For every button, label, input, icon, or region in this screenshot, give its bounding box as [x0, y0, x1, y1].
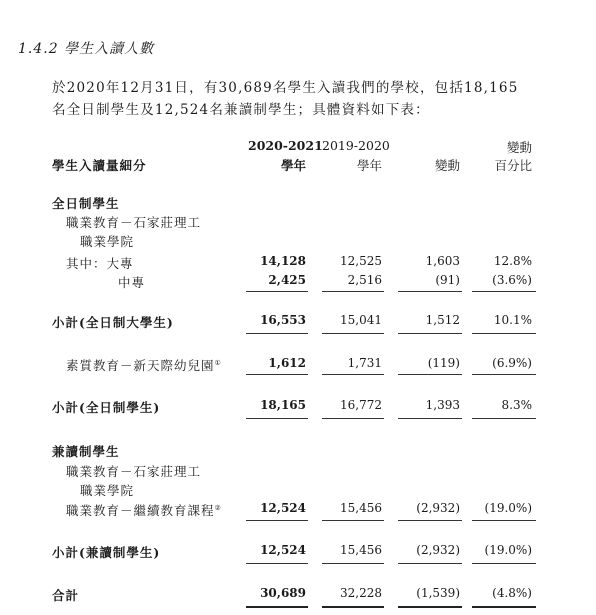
total-v2: 32,228: [340, 586, 382, 600]
ft-school-line2: 職業學院: [80, 234, 135, 249]
total-v3: (1,539): [416, 586, 460, 600]
rule: [398, 418, 462, 419]
rule: [398, 374, 462, 375]
row-dazhuan-v3: 1,603: [425, 254, 460, 268]
rule: [398, 291, 462, 292]
rule: [322, 563, 384, 564]
row-zhongzhuan-v1: 2,425: [268, 273, 306, 287]
header-2021-year: 學年: [280, 158, 306, 173]
rule: [246, 520, 308, 521]
header-2020: 2019-2020: [322, 138, 390, 153]
rule: [322, 333, 384, 334]
header-2020-year: 學年: [356, 158, 382, 173]
row-kindergarten-v4: (6.9%): [492, 356, 532, 370]
subtotal-ft-college-v1: 16,553: [260, 313, 306, 327]
subtotal-pt-v4: (19.0%): [484, 543, 532, 557]
rule: [472, 374, 536, 375]
row-dazhuan-v4: 12.8%: [493, 254, 532, 268]
row-kindergarten-v1: 1,612: [268, 356, 306, 370]
rule: [398, 563, 462, 564]
parttime-title: 兼讀制學生: [52, 444, 120, 459]
pt-school-line1: 職業教育－石家莊理工: [66, 464, 202, 479]
row-kindergarten-v3: (119): [427, 356, 460, 370]
row-continuing-v1: 12,524: [260, 501, 306, 515]
subtotal-ft-v3: 1,393: [425, 398, 460, 412]
intro-line-1: 於2020年12月31日，有30,689名學生入讀我們的學校，包括18,165: [52, 80, 519, 96]
rule: [322, 606, 384, 608]
header-pct-top: 變動: [506, 140, 532, 155]
intro-line-2: 名全日制學生及12,524名兼讀制學生；具體資料如下表：: [52, 102, 430, 118]
subtotal-pt-v3: (2,932): [416, 543, 460, 557]
subtotal-ft-v4: 8.3%: [501, 398, 532, 412]
subtotal-ft-label: 小計(全日制學生): [52, 400, 161, 415]
footnote-marker: ②: [214, 503, 222, 512]
subtotal-pt-v1: 12,524: [260, 543, 306, 557]
rule: [472, 333, 536, 334]
total-v1: 30,689: [260, 586, 306, 600]
ft-school-line1: 職業教育－石家莊理工: [66, 215, 202, 230]
rule: [398, 520, 462, 521]
rule: [472, 291, 536, 292]
subtotal-ft-college-v4: 10.1%: [493, 313, 532, 327]
subtotal-pt-label: 小計(兼讀制學生): [52, 545, 161, 560]
rule: [246, 374, 308, 375]
rule: [246, 291, 308, 292]
row-zhongzhuan-label: 中專: [118, 275, 146, 290]
rule: [322, 520, 384, 521]
subtotal-pt-v2: 15,456: [340, 543, 382, 557]
row-kindergarten-v2: 1,731: [347, 356, 382, 370]
rule: [322, 374, 384, 375]
rule: [472, 606, 536, 608]
subtotal-ft-college-v2: 15,041: [340, 313, 382, 327]
rule: [246, 563, 308, 564]
subtotal-ft-college-v3: 1,512: [425, 313, 460, 327]
row-zhongzhuan-v3: (91): [435, 273, 460, 287]
rule: [246, 418, 308, 419]
total-v4: (4.8%): [492, 586, 532, 600]
rule: [322, 418, 384, 419]
row-kindergarten-label: 素質教育－新天際幼兒園①: [66, 358, 222, 373]
rule: [472, 520, 536, 521]
rule: [246, 333, 308, 334]
row-zhongzhuan-v4: (3.6%): [492, 273, 532, 287]
rule: [322, 291, 384, 292]
subtotal-ft-v2: 16,772: [340, 398, 382, 412]
pt-school-line2: 職業學院: [80, 483, 135, 498]
subtotal-ft-v1: 18,165: [260, 398, 306, 412]
section-heading: 1.4.2 學生入讀人數: [18, 41, 155, 57]
row-dazhuan-label: 其中：大專: [66, 256, 134, 271]
header-pct-bottom: 百分比: [494, 158, 532, 173]
rule: [398, 606, 462, 608]
fulltime-title: 全日制學生: [52, 196, 120, 211]
header-2021: 2020-2021: [248, 138, 323, 153]
row-continuing-label: 職業教育－繼續教育課程②: [66, 503, 222, 518]
rule: [472, 563, 536, 564]
row-dazhuan-v2: 12,525: [340, 254, 382, 268]
rule: [472, 418, 536, 419]
header-change: 變動: [434, 158, 460, 173]
subtotal-ft-college-label: 小計(全日制大學生): [52, 315, 174, 330]
row-continuing-v3: (2,932): [416, 501, 460, 515]
row-continuing-v4: (19.0%): [484, 501, 532, 515]
row-continuing-v2: 15,456: [340, 501, 382, 515]
rule: [246, 606, 308, 608]
rule: [398, 333, 462, 334]
row-zhongzhuan-v2: 2,516: [347, 273, 382, 287]
row-dazhuan-v1: 14,128: [260, 254, 306, 268]
footnote-marker: ①: [214, 358, 222, 367]
header-label: 學生入讀量細分: [52, 158, 147, 173]
total-label: 合計: [52, 588, 80, 603]
